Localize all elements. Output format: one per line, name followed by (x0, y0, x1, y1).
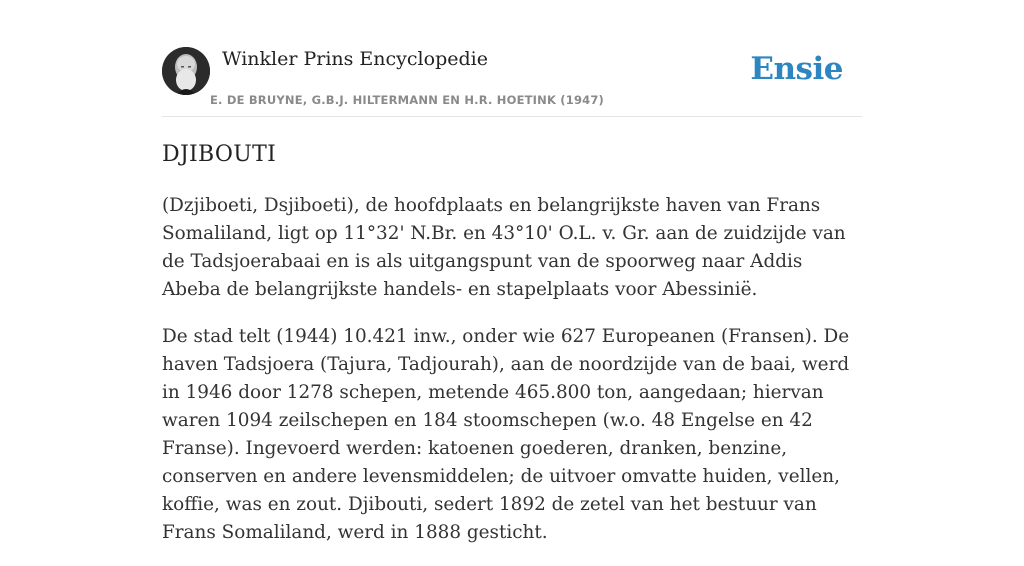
paragraph: (Dzjiboeti, Dsjiboeti), de hoofdplaats en belangrijkste haven van Frans Somaliland, ligt op 11°32' N.Br. en 43°10' O.L. v. Gr. aan de zuidzijde van de Tadsjoerabaai en is als uitgangspunt van de spoorweg naar Addis Abeba de belangrijkste handels- en stapelplaats voor Abessinië. (162, 195, 846, 300)
header (162, 0, 862, 117)
page (162, 0, 862, 543)
ensie-logo[interactable]: Ensie (750, 51, 843, 87)
article-title: DJIBOUTI (162, 142, 277, 167)
article-body (162, 192, 864, 566)
author-avatar-icon (162, 47, 210, 95)
authors-line: E. DE BRUYNE, G.B.J. HILTERMANN EN H.R. HOETINK (1947) (210, 93, 605, 107)
paragraph: De stad telt (1944) 10.421 inw., onder wie 627 Europeanen (Fransen). De haven Tadsjoera (Tajura, Tadjourah), aan de noordzijde van de baai, werd in 1946 door 1278 schepen, metende 465.800 ton, aangedaan; hiervan waren 1094 zeilschepen en 184 stoomschepen (w.o. 48 Engelse en 42 Franse). Ingevoerd werden: katoenen goederen, dranken, benzine, conserven en andere levensmiddelen; de uitvoer omvatte huiden, vellen, koffie, was en zout. Djibouti, sedert 1892 de zetel van het bestuur van Frans Somaliland, werd in 1888 gesticht. (162, 326, 850, 543)
encyclopedia-title[interactable]: Winkler Prins Encyclopedie (222, 48, 488, 70)
